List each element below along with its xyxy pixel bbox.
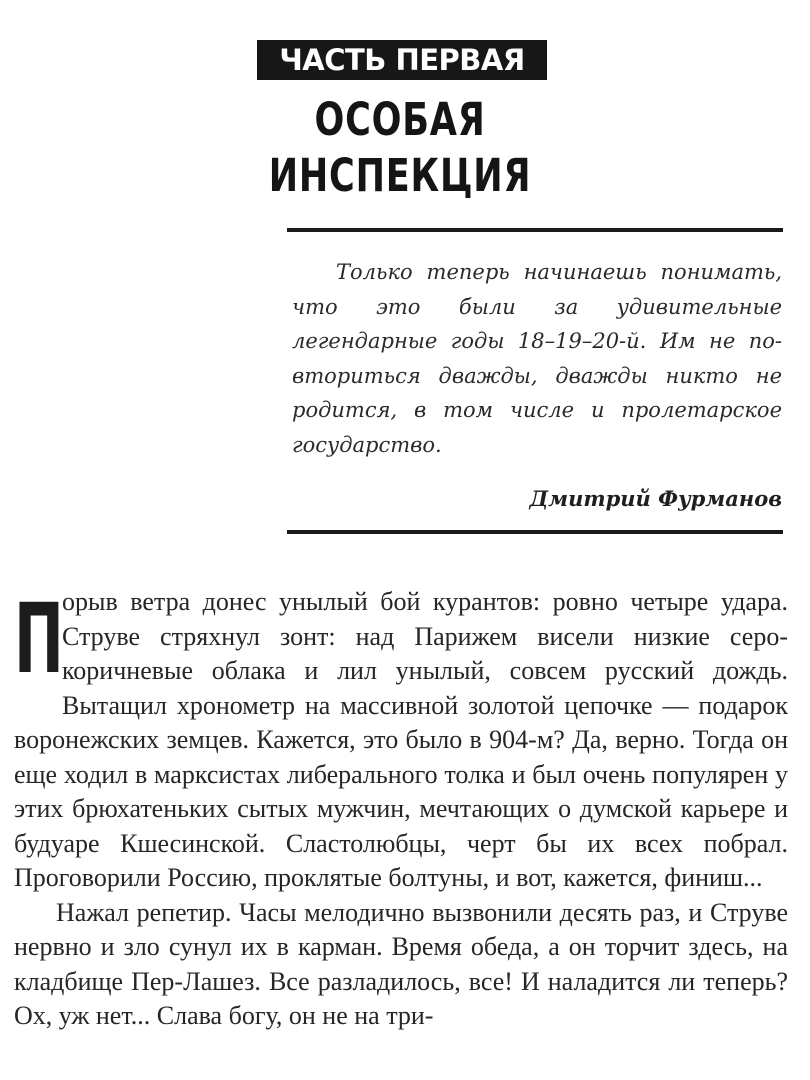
paragraph-1: орыв ветра донес унылый бой курантов: ровно четыре удара. Струве стряхнул зонт: над Парижем висели низкие серо-коричневые облака и лил унылый, совсем русский дождь. Вытащил хронометр на массивной золотой цепочке — подарок воронежских земцев. Кажется, это было в 904-м? Да, верно. Тогда он еще ходил в марксистах либерального толка и был очень популярен у этих брюхатеньких сытых мужчин, мечтающих о думской карьере и будуаре Кшесинской. Сластолюбцы, черт бы их всех побрал. Проговорили Россию, проклятые болтуны, и вот, кажется, финиш... — [14, 587, 788, 892]
chapter-title: ОСОБАЯ ИНСПЕКЦИЯ — [268, 93, 532, 202]
paragraph-2: Нажал репетир. Часы мелодично вызвонили десять раз, и Струве нервно и зло сунул их в карман. Время обеда, а он торчит здесь, на кладбище Пер-Лашез. Все разладилось, все! И наладится ли теперь? Ох, уж нет... Слава богу, он не на три- — [14, 897, 788, 1030]
drop-cap: П — [14, 583, 64, 695]
epigraph-top-rule — [287, 228, 783, 232]
epigraph-bottom-rule — [287, 530, 783, 534]
epigraph-text: Только теперь начинаешь понимать, что это были за удивительные легендарные годы 18–19–20-й. Им не повториться дважды, дважды никто не родится, в том числе и пролетарское государство. — [292, 260, 782, 457]
part-label: ЧАСТЬ ПЕРВАЯ — [257, 40, 547, 80]
body-text — [14, 585, 788, 1034]
epigraph-author: Дмитрий Фурманов — [529, 486, 782, 511]
